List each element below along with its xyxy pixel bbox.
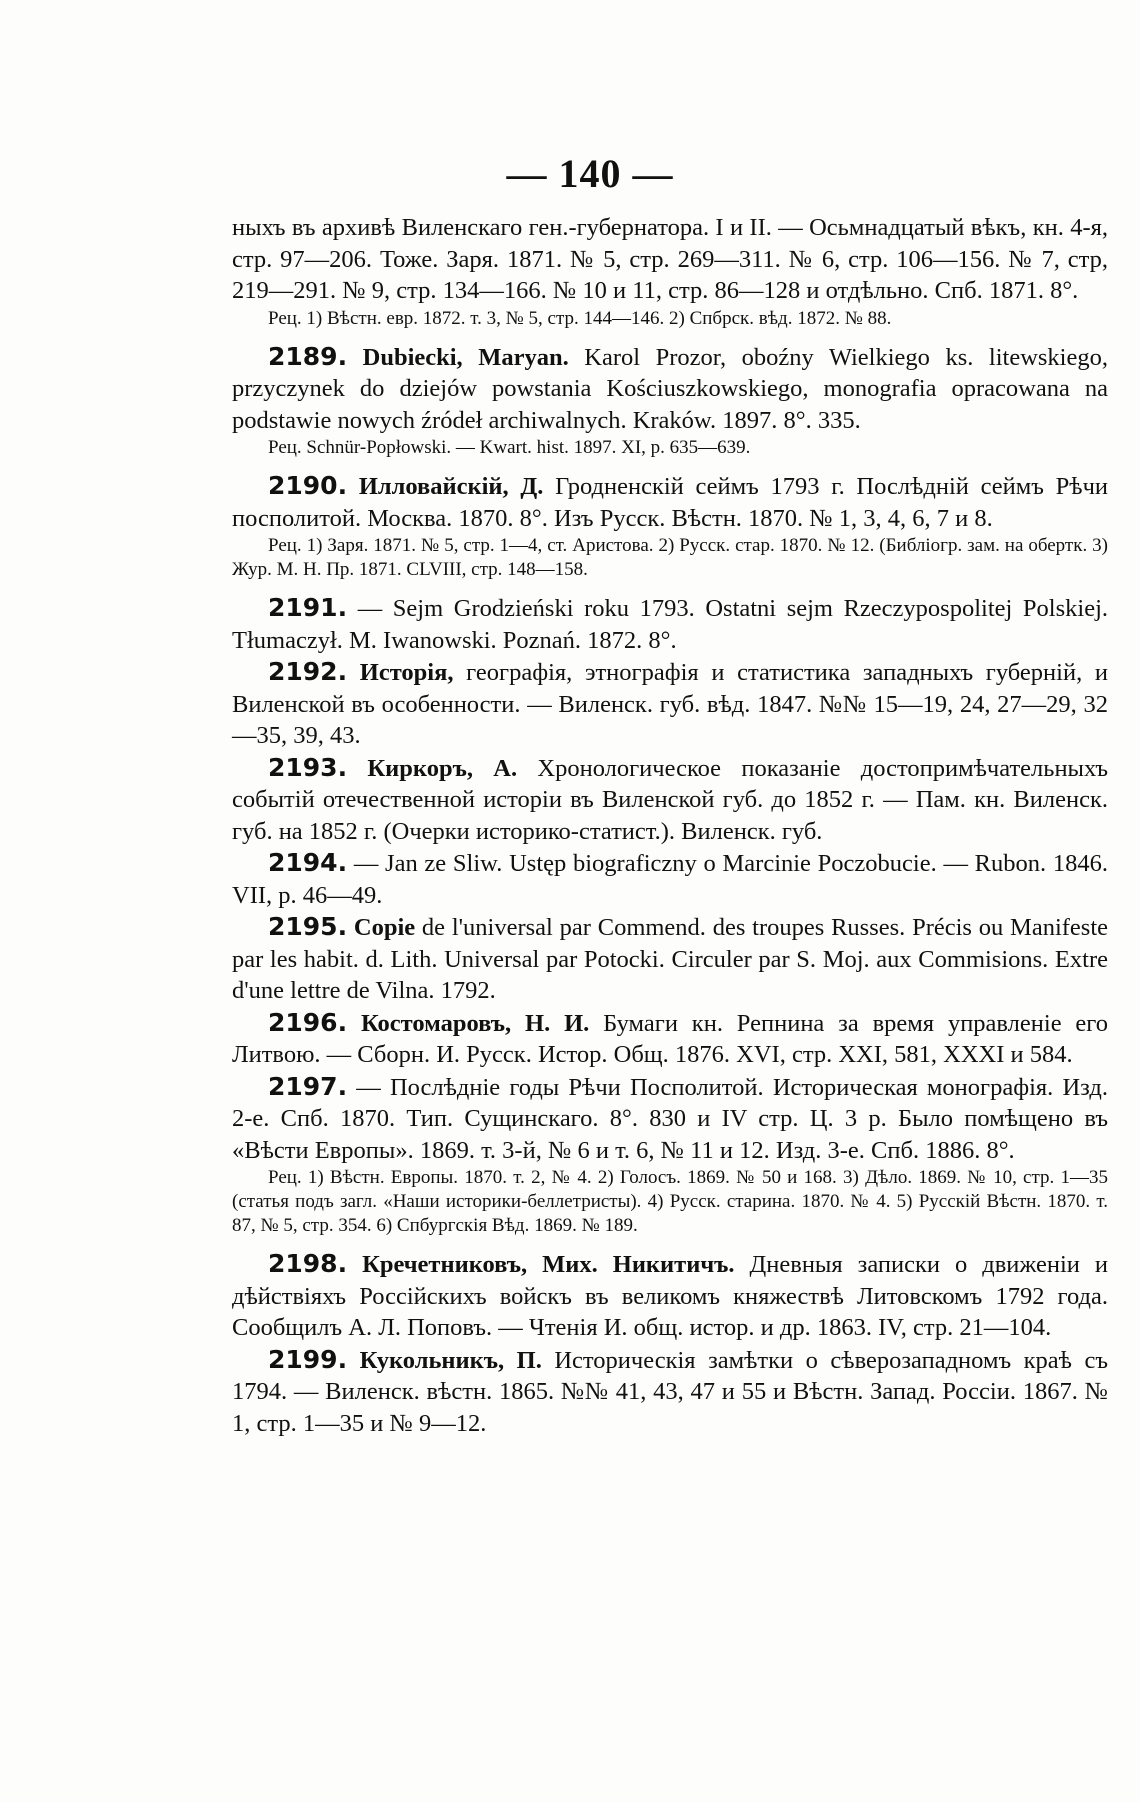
- entry-number: 2191.: [268, 593, 348, 622]
- entry-number: 2199.: [268, 1344, 348, 1374]
- entry-2197: [232, 1071, 1108, 1167]
- entry-2196: [232, 1007, 1108, 1071]
- continuation-text: ныхъ въ архивѣ Виленскаго ген.-губернатора. I и II. — Осьмнадцатый вѣкъ, кн. 4-я, стр. 97—206. Тоже. Заря. 1871. № 5, стр. 269—311. № 6, стр. 106—156. № 7, стр, 219—291. № 9, стр. 134—166. № 10 и 11, стр. 86—128 и отдѣльно. Спб. 1871. 8°.: [232, 214, 1108, 304]
- entry-text: Хронологическое показаніе достопримѣчательныхъ событій отечественной исторіи въ Виленской губ. до 1852 г. — Пам. кн. Виленск. губ. на 1852 г. (Очерки историко-статист.). Виленск. губ.: [232, 754, 1108, 845]
- entry-text: Дневныя записки о движеніи и дѣйствіяхъ Россійскихъ войскъ въ великомъ княжествѣ Литовскомъ 1792 года. Сообщилъ А. Л. Поповъ. — Чтенія И. общ. истор. и др. 1863. IV, стр. 21—104.: [232, 1251, 1108, 1341]
- entry-text: Бумаги кн. Репнина за время управленіе его Литвою. — Сборн. И. Русск. Истор. Общ. 1876. XVI, стр. XXI, 581, XXXI и 584.: [232, 1009, 1108, 1068]
- entry-author: Киркоръ, А.: [367, 754, 518, 782]
- entry-number: 2192.: [268, 657, 348, 686]
- entry-number: 2196.: [268, 1007, 348, 1037]
- entry-text: географія, этнографія и статистика западныхъ губерній, и Виленской въ особенности. — Виленск. губ. вѣд. 1847. №№ 15—19, 24, 27—29, 32—35, 39, 43.: [232, 659, 1108, 749]
- page-content: [232, 212, 1108, 1439]
- entry-number: 2198.: [268, 1249, 348, 1278]
- entry-2199: [232, 1344, 1108, 1440]
- entry-text: Гродненскій сеймъ 1793 г. Послѣдній сеймъ Рѣчи посполитой. Москва. 1870. 8°. Изъ Русск. Вѣстн. 1870. № 1, 3, 4, 6, 7 и 8.: [232, 473, 1109, 532]
- entry-review: Рец. 1) Заря. 1871. № 5, стр. 1—4, ст. Аристова. 2) Русск. стар. 1870. № 12. (Библіогр. зам. на обертк. 3) Жур. М. Н. Пр. 1871. CLVIII, стр. 148—158.: [232, 535, 1108, 580]
- entry-author: Copie: [353, 914, 416, 941]
- entry-author: Исторія,: [359, 659, 454, 686]
- entry-number: 2197.: [268, 1071, 348, 1101]
- entry-2190: [232, 470, 1108, 534]
- entry-text: de l'universal par Commend. des troupes Russes. Précis ou Manifeste par les habit. d. Lith. Universal par Potocki. Circuler par S. Moj. aux Commisions. Extre d'une lettre de Vilna. 1792.: [232, 914, 1108, 1004]
- entry-author: Кречетниковъ, Мих. Никитичъ.: [362, 1251, 735, 1278]
- entry-2198: [232, 1248, 1108, 1344]
- entry-2194: [232, 847, 1108, 911]
- entry-2191: [232, 592, 1108, 656]
- entry-text: Karol Prozor, oboźny Wielkiego ks. litewskiego, przyczynek do dziejów powstania Kościuszkowskiego, monografia opracowana na podstawie nowych źródeł archiwalnych. Kraków. 1897. 8°. 335.: [232, 343, 1108, 434]
- entry-2192: [232, 656, 1108, 752]
- entry-text: — Послѣдніе годы Рѣчи Посполитой. Историческая монографія. Изд. 2-е. Спб. 1870. Тип. Сущинскаго. 8°. 830 и IV стр. Ц. 3 р. Было помѣщено въ «Вѣсти Европы». 1869. т. 3-й, № 6 и т. 6, № 11 и 12. Изд. 3-е. Спб. 1886. 8°.: [232, 1073, 1108, 1164]
- entry-number: 2190.: [268, 471, 348, 500]
- entry-author: Костомаровъ, Н. И.: [360, 1009, 590, 1037]
- continuation-review: Рец. 1) Вѣстн. евр. 1872. т. 3, № 5, стр. 144—146. 2) Спбрск. вѣд. 1872. № 88.: [268, 307, 892, 329]
- entry-review: Рец. Schnür-Popłowski. — Kwart. hist. 1897. XI, p. 635—639.: [268, 437, 751, 458]
- page-number: — 140 —: [506, 151, 674, 196]
- entry-review: Рец. 1) Вѣстн. Европы. 1870. т. 2, № 4. 2) Голосъ. 1869. № 50 и 168. 3) Дѣло. 1869. № 10, стр. 1—35 (статья подъ загл. «Наши историки-беллетристы). 4) Русск. старина. 1870. № 4. 5) Русскій Вѣстн. 1870. т. 87, № 5, стр. 354. 6) Спбургскія Вѣд. 1869. № 189.: [232, 1167, 1108, 1236]
- entry-number: 2189.: [268, 341, 348, 371]
- entry-author: Кукольникъ, П.: [359, 1346, 542, 1374]
- entry-2195: [232, 911, 1108, 1007]
- entry-author: Илловайскій, Д.: [358, 473, 544, 500]
- entry-number: 2195.: [268, 912, 348, 941]
- entry-text: — Jan ze Sliw. Ustęp biograficzny o Marcinie Poczobucie. — Rubon. 1846. VII, p. 46—49.: [232, 850, 1108, 909]
- entry-text: Историческія замѣтки о сѣверозападномъ краѣ съ 1794. — Виленск. вѣстн. 1865. №№ 41, 43, 47 и 55 и Вѣстн. Запад. Россіи. 1867. № 1, стр. 1—35 и № 9—12.: [232, 1346, 1108, 1437]
- entry-author: Dubiecki, Maryan.: [362, 343, 569, 371]
- entry-text: — Sejm Grodzieński roku 1793. Ostatni sejm Rzeczypospolitej Polskiej. Tłumaczył. M. Iwanowski. Poznań. 1872. 8°.: [232, 595, 1109, 654]
- entry-number: 2193.: [268, 752, 348, 782]
- entry-2193: [232, 752, 1108, 848]
- entry-number: 2194.: [268, 848, 348, 877]
- entry-2189: [232, 341, 1108, 437]
